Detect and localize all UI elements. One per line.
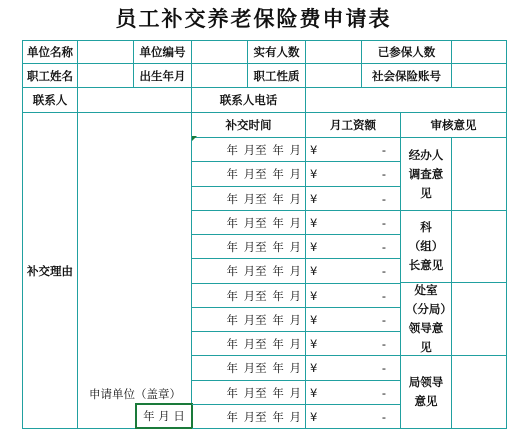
salary-cell[interactable] — [306, 259, 401, 284]
currency-symbol: ¥ — [310, 288, 318, 303]
salary-amount: - — [381, 239, 386, 254]
label-employee-type: 职工性质 — [248, 64, 306, 88]
label-unit-code: 单位编号 — [134, 40, 192, 64]
label-social-security-no: 社会保险账号 — [362, 64, 452, 88]
currency-symbol: ¥ — [310, 264, 318, 278]
salary-cell[interactable] — [306, 284, 401, 308]
salary-cell[interactable] — [306, 381, 401, 405]
header-period: 补交时间 — [192, 113, 306, 138]
period-cell[interactable]: 年 月至 年 月 — [192, 235, 306, 259]
salary-cell[interactable] — [306, 332, 401, 356]
header-salary: 月工资额 — [306, 113, 401, 138]
salary-amount: - — [381, 361, 386, 375]
salary-cell[interactable] — [306, 356, 401, 381]
label-unit-name: 单位名称 — [22, 40, 78, 64]
currency-symbol: ¥ — [310, 191, 318, 206]
salary-amount: - — [381, 191, 386, 206]
label-review-section-chief: 科（组）长意见 — [401, 211, 452, 283]
label-employee-name: 职工姓名 — [22, 64, 78, 88]
label-insured-count: 已参保人数 — [362, 40, 452, 64]
field-contact-phone[interactable] — [306, 88, 507, 113]
period-cell[interactable]: 年 月至 年 月 — [192, 138, 306, 162]
field-employee-type[interactable] — [306, 64, 362, 88]
field-birth-date[interactable] — [192, 64, 248, 88]
period-cell[interactable]: 年 月至 年 月 — [192, 405, 306, 429]
salary-amount: - — [381, 215, 386, 230]
period-cell[interactable]: 年 月至 年 月 — [192, 332, 306, 356]
currency-symbol: ¥ — [310, 215, 318, 230]
period-cell[interactable]: 年 月至 年 月 — [192, 381, 306, 405]
field-unit-name[interactable] — [78, 40, 134, 64]
salary-cell[interactable] — [306, 211, 401, 235]
field-employee-name[interactable] — [78, 64, 134, 88]
label-reason: 补交理由 — [22, 113, 78, 429]
label-contact-phone: 联系人电话 — [192, 88, 306, 113]
label-review-bureau: 局领导意见 — [401, 356, 452, 429]
field-review-section-chief[interactable] — [452, 211, 507, 283]
period-cell[interactable]: 年 月至 年 月 — [192, 187, 306, 211]
field-unit-code[interactable] — [192, 40, 248, 64]
salary-amount: - — [381, 385, 386, 400]
header-review: 审核意见 — [401, 113, 507, 138]
salary-amount: - — [381, 312, 386, 327]
label-contact: 联系人 — [22, 88, 78, 113]
period-cell[interactable]: 年 月至 年 月 — [192, 162, 306, 187]
salary-amount: - — [381, 167, 386, 181]
field-reason[interactable] — [78, 113, 192, 429]
apply-date-field[interactable]: 年 月 日 — [135, 403, 193, 429]
salary-amount: - — [381, 336, 386, 351]
salary-amount: - — [381, 142, 386, 157]
field-review-bureau[interactable] — [452, 356, 507, 429]
form-title: 员工补交养老保险费申请表 — [115, 6, 392, 31]
salary-amount: - — [381, 288, 386, 303]
label-review-office: 处室（分局）领导意见 — [401, 283, 452, 356]
salary-cell[interactable] — [306, 138, 401, 162]
label-actual-count: 实有人数 — [248, 40, 306, 64]
period-cell[interactable]: 年 月至 年 月 — [192, 259, 306, 284]
salary-cell[interactable] — [306, 235, 401, 259]
apply-date-spacer — [78, 404, 135, 429]
label-birth-date: 出生年月 — [134, 64, 192, 88]
currency-symbol: ¥ — [310, 409, 318, 424]
currency-symbol: ¥ — [310, 142, 318, 157]
field-actual-count[interactable] — [306, 40, 362, 64]
period-cell[interactable]: 年 月至 年 月 — [192, 211, 306, 235]
currency-symbol: ¥ — [310, 312, 318, 327]
currency-symbol: ¥ — [310, 239, 318, 254]
period-cell[interactable]: 年 月至 年 月 — [192, 284, 306, 308]
currency-symbol: ¥ — [310, 385, 318, 400]
field-insured-count[interactable] — [452, 40, 507, 64]
label-review-handler: 经办人调查意见 — [401, 138, 452, 211]
salary-cell[interactable] — [306, 187, 401, 211]
salary-amount: - — [381, 409, 386, 424]
field-review-handler[interactable] — [452, 138, 507, 211]
currency-symbol: ¥ — [310, 361, 318, 375]
applicant-unit-seal: 申请单位（盖章） — [89, 387, 181, 401]
currency-symbol: ¥ — [310, 336, 318, 351]
field-contact[interactable] — [78, 88, 192, 113]
salary-cell[interactable] — [306, 308, 401, 332]
salary-amount: - — [381, 264, 386, 278]
salary-cell[interactable] — [306, 405, 401, 429]
field-review-office[interactable] — [452, 283, 507, 356]
currency-symbol: ¥ — [310, 167, 318, 181]
field-social-security-no[interactable] — [452, 64, 507, 88]
period-cell[interactable]: 年 月至 年 月 — [192, 308, 306, 332]
salary-cell[interactable] — [306, 162, 401, 187]
period-cell[interactable]: 年 月至 年 月 — [192, 356, 306, 381]
